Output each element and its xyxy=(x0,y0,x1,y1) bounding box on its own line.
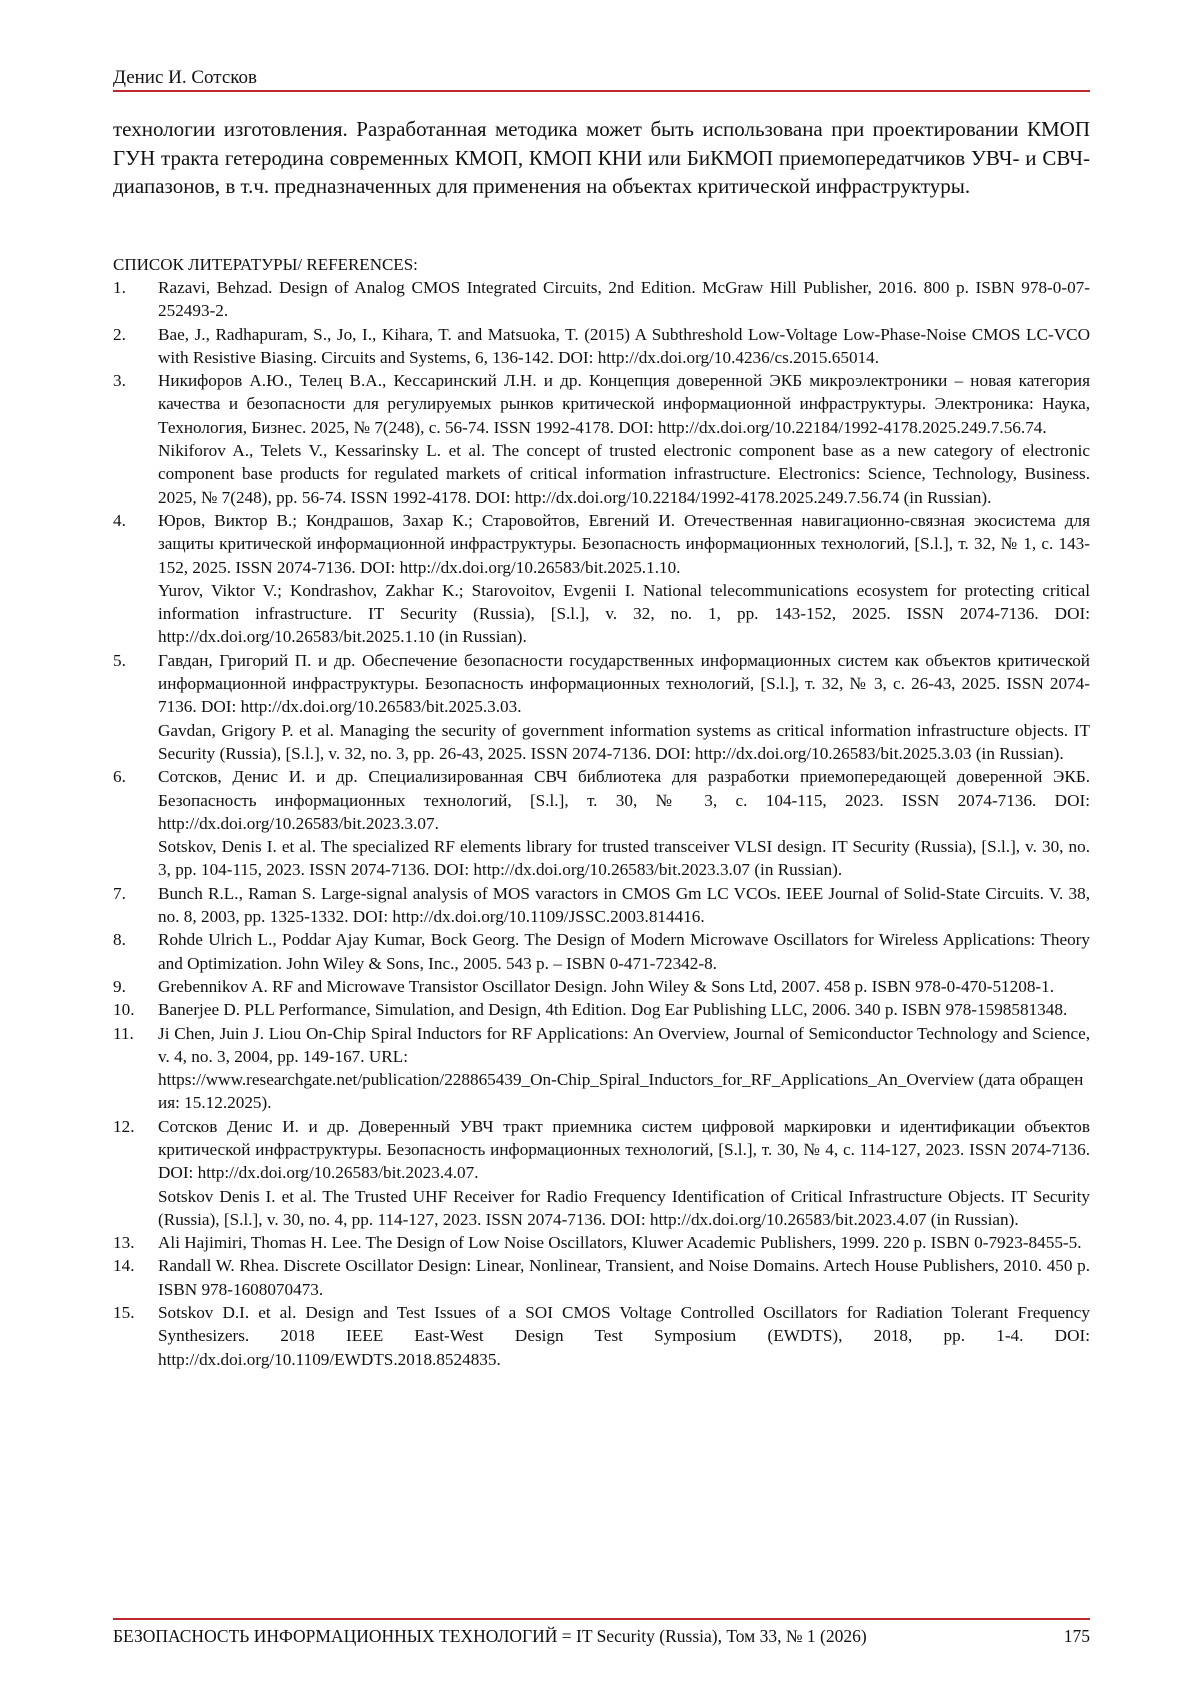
reference-text: Ji Chen, Juin J. Liou On-Chip Spiral Inductors for RF Applications: An Overview, Journal of Semiconductor Technology and Science, v. 4, no. 3, 2004, pp. 149-167. URL: xyxy=(158,1023,1090,1066)
reference-text: Grebennikov A. RF and Microwave Transistor Oscillator Design. John Wiley & Sons Ltd, 2007. 458 p. ISBN 978-0-470-51208-1. xyxy=(158,976,1055,996)
reference-text: Rohde Ulrich L., Poddar Ajay Kumar, Bock Georg. The Design of Modern Microwave Oscillators for Wireless Applications: Theory and Optimization. John Wiley & Sons, Inc., 2005. 543 p. – ISBN 0-471-72342-8. xyxy=(158,930,1090,973)
footer-rule xyxy=(113,1618,1090,1620)
reference-number: 7. xyxy=(113,883,126,903)
running-footer xyxy=(113,1624,1090,1648)
reference-translation: Sotskov Denis I. et al. The Trusted UHF Receiver for Radio Frequency Identification of Critical Infrastructure Objects. IT Security (Russia), [S.l.], v. 30, no. 4, pp. 114-127, 2023. ISSN 2074-7136. DOI: http://dx.doi.org/10.26583/bit.2023.4.07 (in Russian). xyxy=(158,1186,1090,1229)
reference-item-11 xyxy=(113,1022,1090,1115)
reference-item-4 xyxy=(113,509,1090,649)
reference-item-14 xyxy=(113,1254,1090,1301)
reference-item-8 xyxy=(113,928,1090,975)
reference-number: 10. xyxy=(113,1000,135,1020)
reference-text: Razavi, Behzad. Design of Analog CMOS Integrated Circuits, 2nd Edition. McGraw Hill Publisher, 2016. 800 p. ISBN 978-0-07-252493-2. xyxy=(158,278,1090,321)
reference-list xyxy=(113,276,1090,1371)
reference-translation: Sotskov, Denis I. et al. The specialized RF elements library for trusted transceiver VLSI design. IT Security (Russia), [S.l.], v. 30, no. 3, pp. 104-115, 2023. ISSN 2074-7136. DOI: http://dx.doi.org/10.26583/bit.2023.3.07 (in Russian). xyxy=(158,837,1090,880)
reference-item-13 xyxy=(113,1231,1090,1254)
reference-item-5 xyxy=(113,649,1090,765)
reference-item-9 xyxy=(113,975,1090,998)
reference-text: Banerjee D. PLL Performance, Simulation, and Design, 4th Edition. Dog Ear Publishing LLC, 2006. 340 p. ISBN 978-1598581348. xyxy=(158,1000,1068,1020)
reference-text: Никифоров А.Ю., Телец В.А., Кессаринский Л.Н. и др. Концепция доверенной ЭКБ микроэлектроники – новая категория качества и безопасности для регулируемых рынков критической информационной инфраструктуры. Электроника: Наука, Технология, Бизнес. 2025, № 7(248), с. 56-74. ISSN 1992-4178. DOI: http://dx.doi.org/10.22184/1992-4178.2025.249.7.56.74. xyxy=(158,371,1090,437)
reference-number: 4. xyxy=(113,510,126,530)
reference-number: 9. xyxy=(113,976,126,996)
footer-journal-title: БЕЗОПАСНОСТЬ ИНФОРМАЦИОННЫХ ТЕХНОЛОГИЙ = IT Security (Russia), Том 33, № 1 (2026) xyxy=(113,1626,867,1646)
reference-number: 1. xyxy=(113,278,126,297)
running-header-author: Денис И. Сотсков xyxy=(113,67,257,88)
page-number: 175 xyxy=(1063,1626,1090,1646)
reference-number: 12. xyxy=(113,1116,135,1136)
reference-item-3 xyxy=(113,369,1090,509)
reference-text: Гавдан, Григорий П. и др. Обеспечение безопасности государственных информационных систем как объектов критической информационной инфраструктуры. Безопасность информационных технологий, [S.l.], т. 32, № 3, с. 26-43, 2025. ISSN 2074-7136. DOI: http://dx.doi.org/10.26583/bit.2025.3.03. xyxy=(158,650,1090,717)
reference-number: 6. xyxy=(113,767,126,787)
reference-item-10 xyxy=(113,998,1090,1021)
reference-text: Sotskov D.I. et al. Design and Test Issues of a SOI CMOS Voltage Controlled Oscillators for Radiation Tolerant Frequency Synthesizers. 2018 IEEE East-West Design Test Symposium (EWDTS), 2018, pp. 1-4. DOI: http://dx.doi.org/10.1109/EWDTS.2018.8524835. xyxy=(158,1303,1090,1369)
reference-item-6 xyxy=(113,765,1090,881)
reference-number: 15. xyxy=(113,1303,135,1323)
reference-translation: Yurov, Viktor V.; Kondrashov, Zakhar K.; Starovoitov, Evgenii I. National telecommunications ecosystem for protecting critical information infrastructure. IT Security (Russia), [S.l.], v. 32, no. 1, pp. 143-152, 2025. ISSN 2074-7136. DOI: http://dx.doi.org/10.26583/bit.2025.1.10 (in Russian). xyxy=(158,580,1090,647)
reference-text: Bae, J., Radhapuram, S., Jo, I., Kihara, T. and Matsuoka, T. (2015) A Subthreshold Low-Voltage Low-Phase-Noise CMOS LC-VCO with Resistive Biasing. Circuits and Systems, 6, 136-142. DOI: http://dx.doi.org/10.4236/cs.2015.65014. xyxy=(158,324,1090,367)
intro-paragraph: технологии изготовления. Разработанная методика может быть использована при проектировании КМОП ГУН тракта гетеродина современных КМОП, КМОП КНИ или БиКМОП приемопередатчиков УВЧ- и СВЧ-диапазонов, в т.ч. предназначенных для применения на объектах критической инфраструктуры. xyxy=(113,117,1090,198)
reference-url: https://www.researchgate.net/publication/228865439_On-Chip_Spiral_Inductors_for_RF_Applications_An_Overview (дата обращения: 15.12.2025). xyxy=(158,1070,1084,1113)
reference-item-7 xyxy=(113,882,1090,929)
reference-number: 5. xyxy=(113,650,126,670)
reference-number: 2. xyxy=(113,324,126,344)
reference-number: 3. xyxy=(113,371,126,391)
reference-number: 8. xyxy=(113,930,126,950)
reference-item-15 xyxy=(113,1301,1090,1371)
reference-text: Bunch R.L., Raman S. Large-signal analysis of MOS varactors in CMOS Gm LC VCOs. IEEE Journal of Solid-State Circuits. V. 38, no. 8, 2003, pp. 1325-1332. DOI: http://dx.doi.org/10.1109/JSSC.2003.814416. xyxy=(158,883,1090,927)
reference-translation: Gavdan, Grigory P. et al. Managing the security of government information systems as critical information infrastructure objects. IT Security (Russia), [S.l.], v. 32, no. 3, pp. 26-43, 2025. ISSN 2074-7136. DOI: http://dx.doi.org/10.26583/bit.2025.3.03 (in Russian). xyxy=(158,720,1090,763)
reference-item-12 xyxy=(113,1115,1090,1231)
reference-item-1 xyxy=(113,276,1090,323)
references-heading: СПИСОК ЛИТЕРАТУРЫ/ REFERENCES: xyxy=(113,255,418,274)
reference-text: Ali Hajimiri, Thomas H. Lee. The Design of Low Noise Oscillators, Kluwer Academic Publishers, 1999. 220 p. ISBN 0-7923-8455-5. xyxy=(158,1233,1082,1253)
reference-translation: Nikiforov A., Telets V., Kessarinsky L. et al. The concept of trusted electronic component base as a new category of electronic component base products for regulated markets of critical information infrastructure. Electronics: Science, Technology, Business. 2025, № 7(248), pp. 56-74. ISSN 1992-4178. DOI: http://dx.doi.org/10.22184/1992-4178.2025.249.7.56.74 (in Russian). xyxy=(158,441,1090,507)
reference-number: 13. xyxy=(113,1233,135,1253)
reference-text: Сотсков, Денис И. и др. Специализированная СВЧ библиотека для разработки приемопередающей доверенной ЭКБ. Безопасность информационных технологий, [S.l.], т. 30, № 3, с. 104-115, 2023. ISSN 2074-7136. DOI: http://dx.doi.org/10.26583/bit.2023.3.07. xyxy=(158,767,1090,833)
reference-number: 11. xyxy=(113,1023,134,1043)
reference-text: Randall W. Rhea. Discrete Oscillator Design: Linear, Nonlinear, Transient, and Noise Domains. Artech House Publishers, 2010. 450 p. ISBN 978-1608070473. xyxy=(158,1256,1090,1299)
reference-text: Юров, Виктор В.; Кондрашов, Захар К.; Старовойтов, Евгений И. Отечественная навигационно-связная экосистема для защиты критической информационной инфраструктуры. Безопасность информационных технологий, [S.l.], т. 32, № 1, с. 143-152, 2025. ISSN 2074-7136. DOI: http://dx.doi.org/10.26583/bit.2025.1.10. xyxy=(158,510,1090,577)
reference-number: 14. xyxy=(113,1256,135,1276)
reference-text: Сотсков Денис И. и др. Доверенный УВЧ тракт приемника систем цифровой маркировки и идентификации объектов критической инфраструктуры. Безопасность информационных технологий, [S.l.], т. 30, № 4, с. 114-127, 2023. ISSN 2074-7136. DOI: http://dx.doi.org/10.26583/bit.2023.4.07. xyxy=(158,1116,1090,1183)
header-rule xyxy=(113,90,1090,92)
reference-item-2 xyxy=(113,323,1090,370)
